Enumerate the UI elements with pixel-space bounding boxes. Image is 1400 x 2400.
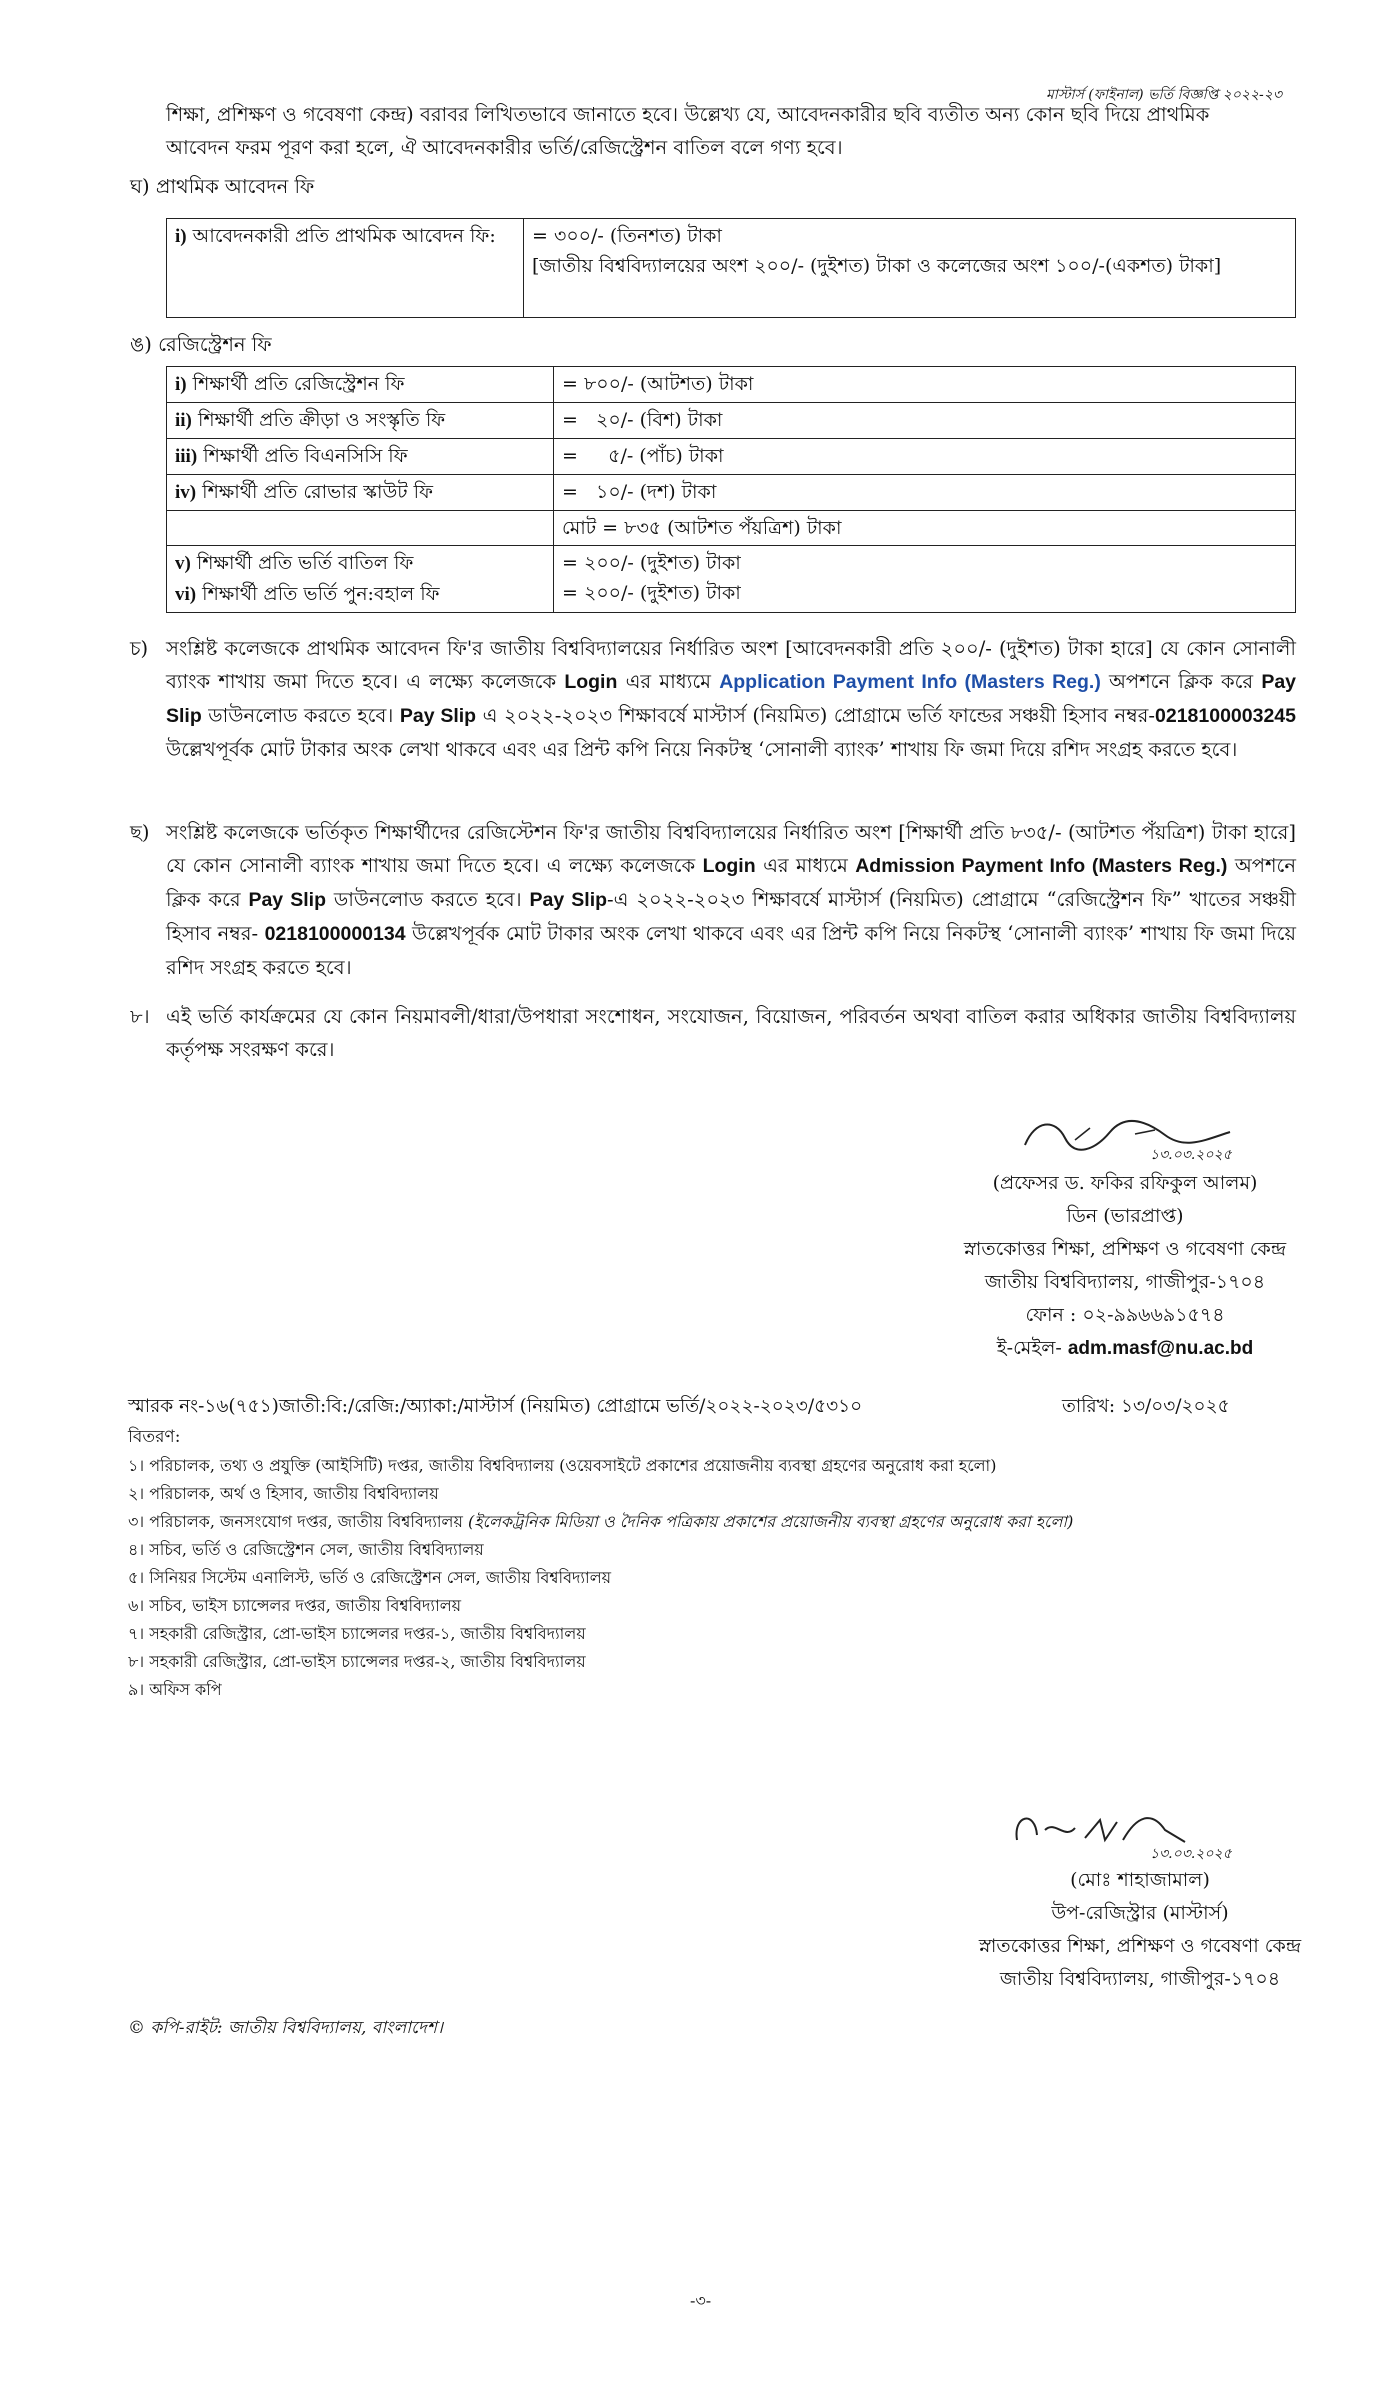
fee-label: আবেদনকারী প্রতি প্রাথমিক আবেদন ফি: [192, 225, 496, 247]
application-fee-table [166, 218, 1296, 318]
distribution-item: ১। পরিচালক, তথ্য ও প্রযুক্তি (আইসিটি) দপ্তর, জাতীয় বিশ্ববিদ্যালয় (ওয়েবসাইটে প্রকাশের প্রয়োজনীয় ব্যবস্থা গ্রহণের অনুরোধ করা হলো) [128, 1456, 997, 1475]
item-number: ৮। [130, 1005, 150, 1028]
fee-value: = ২০০/- (দুইশত) টাকা [562, 552, 741, 574]
fee-value-cell: = ৫/- (পাঁচ) টাকা [554, 439, 1296, 475]
signature-block-registrar [930, 1864, 1350, 1996]
row-number: iv) [175, 482, 197, 503]
signatory-name: (প্রফেসর ড. ফকির রফিকুল আলম) [992, 1172, 1258, 1194]
item-text: এই ভর্তি কার্যক্রমের যে কোন নিয়মাবলী/ধারা/উপধারা সংশোধন, সংযোজন, বিয়োজন, পরিবর্তন অথবা বাতিল করার অধিকার জাতীয় বিশ্ববিদ্যালয় কর্তৃপক্ষ সংরক্ষণ করে। [166, 1005, 1296, 1061]
copyright-notice: © কপি-রাইট: জাতীয় বিশ্ববিদ্যালয়, বাংলাদেশ। [128, 2018, 443, 2038]
intro-line-2: আবেদন ফরম পূরণ করা হলে, ঐ আবেদনকারীর ভর্তি/রেজিস্ট্রেশন বাতিল বলে গণ্য হবে। [166, 136, 843, 159]
distribution-item: ৯। অফিস কপি [128, 1680, 222, 1699]
application-payment-info-link: Application Payment Info (Masters Reg.) [719, 671, 1101, 693]
fee-label-cell [167, 403, 554, 439]
registration-fee-table [166, 366, 1296, 613]
table-row [167, 219, 1296, 318]
row-number: v) [175, 553, 191, 574]
table-row [167, 403, 1296, 439]
item-number: ছ) [130, 821, 150, 844]
section-umo-title: ঙ) রেজিস্ট্রেশন ফি [130, 333, 272, 356]
fee-value: = ৩০০/- (তিনশত) টাকা [532, 225, 722, 247]
distribution-item: ৪। সচিব, ভর্তি ও রেজিস্ট্রেশন সেল, জাতীয় বিশ্ববিদ্যালয় [128, 1540, 484, 1559]
signatory-org: জাতীয় বিশ্ববিদ্যালয়, গাজীপুর-১৭০৪ [984, 1271, 1266, 1293]
fee-label: শিক্ষার্থী প্রতি ভর্তি বাতিল ফি [196, 552, 414, 574]
intro-line-1: শিক্ষা, প্রশিক্ষণ ও গবেষণা কেন্দ্র) বরাবর লিখিতভাবে জানাতে হবে। উল্লেখ্য যে, আবেদনকারীর ছবি ব্যতীত অন্য কোন ছবি দিয়ে প্রাথমিক [166, 103, 1210, 126]
account-number: 0218100000134 [264, 923, 406, 945]
section-eight [130, 1000, 1296, 1066]
fee-breakdown: [জাতীয় বিশ্ববিদ্যালয়ের অংশ ২০০/- (দুইশত) টাকা ও কলেজের অংশ ১০০/-(একশত) টাকা] [532, 255, 1222, 277]
fee-label-cell [167, 475, 554, 511]
signatory-name: (মোঃ শাহাজামাল) [1070, 1869, 1210, 1891]
table-row [167, 475, 1296, 511]
memo-reference: স্মারক নং-১৬(৭৫১)জাতী:বি:/রেজি:/অ্যাকা:/মাস্টার্স (নিয়মিত) প্রোগ্রামে ভর্তি/২০২২-২০২৩/৫৩১০ [128, 1396, 863, 1417]
signature-date: ১৩.০৩.২০২৫ [1150, 1846, 1232, 1862]
fee-label: শিক্ষার্থী প্রতি বিএনসিসি ফি [203, 445, 408, 467]
memo-date: তারিখ: ১৩/০৩/২০২৫ [1062, 1396, 1230, 1417]
fee-label-cell [167, 367, 554, 403]
fee-value: = ২০০/- (দুইশত) টাকা [562, 582, 741, 604]
fee-value-cell: = ২০/- (বিশ) টাকা [554, 403, 1296, 439]
row-number: i) [175, 226, 187, 247]
section-chha [130, 816, 1296, 984]
distribution-item: ৫। সিনিয়র সিস্টেম এনালিস্ট, ভর্তি ও রেজিস্ট্রেশন সেল, জাতীয় বিশ্ববিদ্যালয় [128, 1568, 612, 1587]
signatory-title: উপ-রেজিস্ট্রার (মাস্টার্স) [1051, 1902, 1229, 1924]
row-number: iii) [175, 446, 198, 467]
fee-label-cell [167, 439, 554, 475]
fee-value-cell [554, 546, 1296, 613]
row-number: ii) [175, 410, 192, 431]
signatory-org: জাতীয় বিশ্ববিদ্যালয়, গাজীপুর-১৭০৪ [999, 1968, 1281, 1990]
item-text: সংশ্লিষ্ট কলেজকে ভর্তিকৃত শিক্ষার্থীদের রেজিস্টেশন ফি'র জাতীয় বিশ্ববিদ্যালয়ের নির্ধারিত অংশ [শিক্ষার্থী প্রতি ৮৩৫/- (আটশত পঁয়ত্রিশ) টাকা হারে] যে কোন সোনালী ব্যাংক শাখায় জমা দিতে হবে। এ লক্ষ্যে কলেজকে Login এর মাধ্যমে Admission Payment Info (Masters Reg.) অপশনে ক্লিক করে Pay Slip ডাউনলোড করতে হবে। Pay Slip-এ ২০২২-২০২৩ শিক্ষাবর্ষে মাস্টার্স (নিয়মিত) প্রোগ্রামে “রেজিস্ট্রেশন ফি” খাতের সঞ্চয়ী হিসাব নম্বর- 0218100000134 উল্লেখপূর্বক মোট টাকার অংক লেখা থাকবে এবং এর প্রিন্ট কপি নিয়ে নিকটস্থ ‘সোনালী ব্যাংক’ শাখায় ফি জমা দিয়ে রশিদ সংগ্রহ করতে হবে। [166, 821, 1296, 979]
fee-label-cell [167, 219, 524, 318]
fee-label: শিক্ষার্থী প্রতি রোভার স্কাউট ফি [202, 481, 433, 503]
fee-label-cell [167, 546, 554, 613]
signatory-title: ডিন (ভারপ্রাপ্ত) [1066, 1205, 1184, 1227]
distribution-item: ৬। সচিব, ভাইস চ্যান্সেলর দপ্তর, জাতীয় বিশ্ববিদ্যালয় [128, 1596, 462, 1615]
section-cha [130, 632, 1296, 766]
table-row [167, 511, 1296, 546]
fee-label: শিক্ষার্থী প্রতি ভর্তি পুন:বহাল ফি [202, 583, 440, 605]
section-gha-title: ঘ) প্রাথমিক আবেদন ফি [130, 175, 315, 198]
row-number: i) [175, 374, 187, 395]
distribution-item: ৩। পরিচালক, জনসংযোগ দপ্তর, জাতীয় বিশ্ববিদ্যালয় (ইলেকট্রনিক মিডিয়া ও দৈনিক পত্রিকায় প্রকাশের প্রয়োজনীয় ব্যবস্থা গ্রহণের অনুরোধ করা হলো) [128, 1512, 1074, 1531]
distribution-item: ৮। সহকারী রেজিস্ট্রার, প্রো-ভাইস চ্যান্সেলর দপ্তর-২, জাতীয় বিশ্ববিদ্যালয় [128, 1652, 586, 1671]
table-row [167, 546, 1296, 613]
signature-block-dean [900, 1167, 1350, 1365]
distribution-item: ৭। সহকারী রেজিস্ট্রার, প্রো-ভাইস চ্যান্সেলর দপ্তর-১, জাতীয় বিশ্ববিদ্যালয় [128, 1624, 586, 1643]
fee-value-cell [524, 219, 1296, 318]
table-row [167, 367, 1296, 403]
admission-payment-info-link: Admission Payment Info (Masters Reg.) [855, 855, 1228, 877]
signature-date: ১৩.০৩.২০২৫ [1150, 1147, 1232, 1163]
fee-value-cell: = ৮০০/- (আটশত) টাকা [554, 367, 1296, 403]
signatory-email-line: ই-মেইল- adm.masf@nu.ac.bd [996, 1337, 1254, 1359]
signatory-dept: স্নাতকোত্তর শিক্ষা, প্রশিক্ষণ ও গবেষণা কেন্দ্র [978, 1935, 1302, 1957]
page-number: -৩- [690, 2291, 712, 2310]
fee-label: শিক্ষার্থী প্রতি রেজিস্ট্রেশন ফি [192, 373, 405, 395]
item-text: সংশ্লিষ্ট কলেজকে প্রাথমিক আবেদন ফি'র জাতীয় বিশ্ববিদ্যালয়ের নির্ধারিত অংশ [আবেদনকারী প্রতি ২০০/- (দুইশত) টাকা হারে] যে কোন সোনালী ব্যাংক শাখায় জমা দিতে হবে। এ লক্ষ্যে কলেজকে Login এর মাধ্যমে Application Payment Info (Masters Reg.) অপশনে ক্লিক করে Pay Slip ডাউনলোড করতে হবে। Pay Slip এ ২০২২-২০২৩ শিক্ষাবর্ষে মাস্টার্স (নিয়মিত) প্রোগ্রামে ভর্তি ফান্ডের সঞ্চয়ী হিসাব নম্বর-0218100003245 উল্লেখপূর্বক মোট টাকার অংক লেখা থাকবে এবং এর প্রিন্ট কপি নিয়ে নিকটস্থ ‘সোনালী ব্যাংক’ শাখায় ফি জমা দিয়ে রশিদ সংগ্রহ করতে হবে। [166, 637, 1297, 761]
total-cell: মোট = ৮৩৫ (আটশত পঁয়ত্রিশ) টাকা [554, 511, 1296, 546]
distribution-label: বিতরণ: [128, 1427, 181, 1447]
row-number: vi) [175, 584, 197, 605]
fee-label: শিক্ষার্থী প্রতি ক্রীড়া ও সংস্কৃতি ফি [197, 409, 446, 431]
fee-value-cell: = ১০/- (দশ) টাকা [554, 475, 1296, 511]
table-row [167, 439, 1296, 475]
signatory-phone: ফোন : ০২-৯৯৬৬৯১৫৭৪ [1025, 1304, 1225, 1326]
distribution-item: ২। পরিচালক, অর্থ ও হিসাব, জাতীয় বিশ্ববিদ্যালয় [128, 1484, 439, 1503]
account-number: 0218100003245 [1155, 705, 1296, 727]
item-number: চ) [130, 637, 149, 660]
empty-cell [167, 511, 554, 546]
signatory-dept: স্নাতকোত্তর শিক্ষা, প্রশিক্ষণ ও গবেষণা কেন্দ্র [963, 1238, 1287, 1260]
signatory-email: adm.masf@nu.ac.bd [1067, 1338, 1254, 1359]
header-note: মাস্টার্স (ফাইনাল) ভর্তি বিজ্ঞপ্তি ২০২২-২৩ [1046, 87, 1282, 103]
